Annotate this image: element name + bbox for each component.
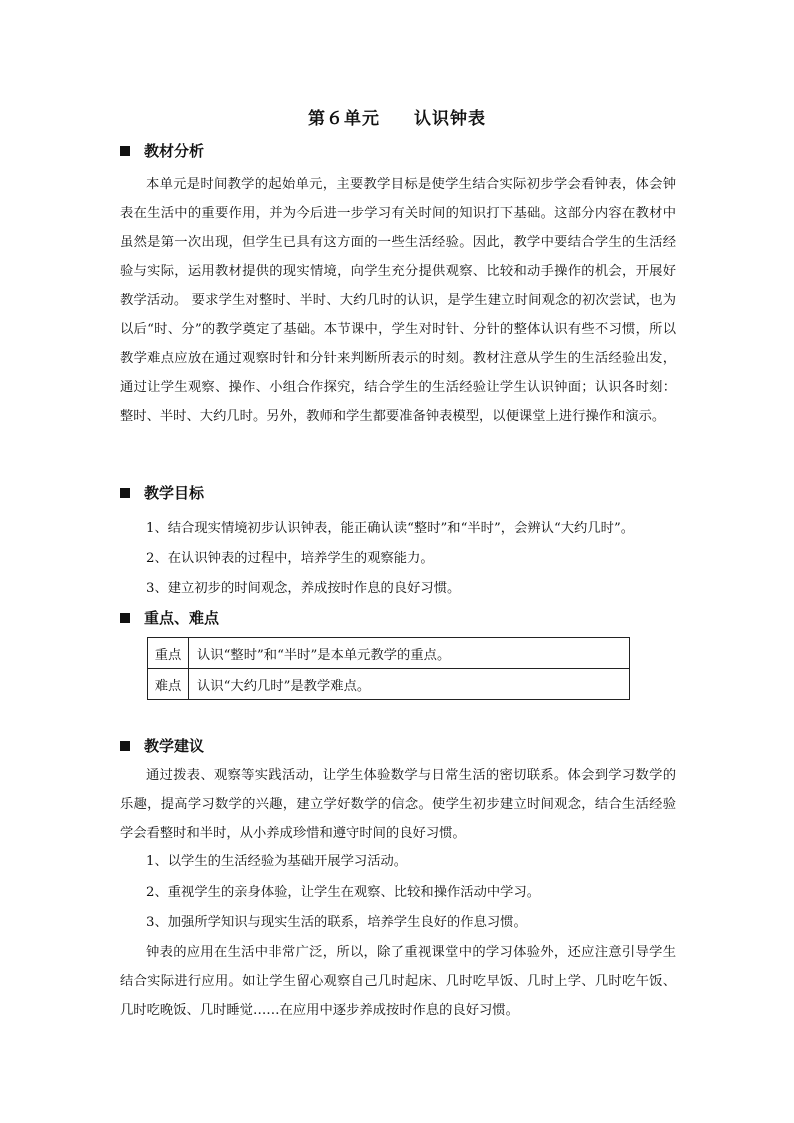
section-heading-text: 教学建议: [144, 737, 205, 755]
bullet-square-icon: [120, 146, 130, 156]
page-title: [0, 104, 794, 129]
suggestions-closing-paragraph: 钟表的应用在生活中非常广泛，所以，除了重视课堂中的学习体验外，还应注意引导学生结合实际进行应用。如让学生留心观察自己几时起床、几时吃早饭、几时上学、几时吃午饭、几时吃晚饭、几时睡觉……在应用中逐步养成按时作息的良好习惯。: [120, 945, 676, 1018]
goal-item-3: 3、建立初步的时间观念，养成按时作息的良好习惯。: [146, 581, 461, 596]
section-heading-analysis: [120, 140, 204, 161]
table-cell-key: 重点: [148, 638, 189, 669]
unit-number: 第６单元: [308, 109, 380, 129]
suggestion-item-2: 2、重视学生的亲身体验，让学生在观察、比较和操作活动中学习。: [146, 885, 541, 900]
suggestion-item-1: 1、以学生的生活经验为基础开展学习活动。: [146, 854, 408, 869]
section-heading-text: 教学目标: [144, 484, 205, 502]
goal-item-2: 2、在认识钟表的过程中，培养学生的观察能力。: [146, 551, 434, 566]
bullet-square-icon: [120, 488, 130, 498]
table-row: [148, 669, 630, 700]
section-heading-text: 重点、难点: [144, 609, 220, 627]
table-row: [148, 638, 630, 669]
suggestion-item-3: 3、加强所学知识与现实生活的联系，培养学生良好的作息习惯。: [146, 915, 527, 930]
bullet-square-icon: [120, 613, 130, 623]
section-heading-goals: [120, 482, 204, 503]
section-heading-text: 教材分析: [144, 142, 205, 160]
section-heading-suggestions: [120, 735, 204, 756]
goal-item-1: 1、结合现实情境初步认识钟表，能正确认读“整时”和“半时”，会辨认“大约几时”。: [146, 521, 635, 536]
section-heading-keypoints: [120, 607, 219, 628]
analysis-paragraph: 本单元是时间教学的起始单元，主要教学目标是使学生结合实际初步学会看钟表，体会钟表在生活中的重要作用，并为今后进一步学习有关时间的知识打下基础。这部分内容在教材中虽然是第一次出现，但学生已具有这方面的一些生活经验。因此，教学中要结合学生的生活经验与实际，运用教材提供的现实情境，向学生充分提供观察、比较和动手操作的机会，开展好教学活动。 要求学生对整时、半时、大约几时的认识，是学生建立时间观念的初次尝试，也为以后“时、分”的教学奠定了基础。本节课中，学生对时针、分针的整体认识有些不习惯，所以教学难点应放在通过观察时针和分针来判断所表示的时刻。教材注意从学生的生活经验出发，通过让学生观察、操作、小组合作探究，结合学生的生活经验让学生认识钟面；认识各时刻：整时、半时、大约几时。另外，教师和学生都要准备钟表模型，以便课堂上进行操作和演示。: [120, 177, 676, 424]
unit-name: 认识钟表: [414, 109, 486, 129]
table-cell-value: 认识“大约几时”是教学难点。: [189, 669, 630, 700]
bullet-square-icon: [120, 741, 130, 751]
table-cell-key: 难点: [148, 669, 189, 700]
suggestions-intro-paragraph: 通过拨表、观察等实践活动，让学生体验数学与日常生活的密切联系。体会到学习数学的乐趣，提高学习数学的兴趣，建立学好数学的信念。使学生初步建立时间观念，结合生活经验学会看整时和半时，从小养成珍惜和遵守时间的良好习惯。: [120, 768, 676, 841]
keypoints-table: [147, 637, 630, 700]
table-cell-value: 认识“整时”和“半时”是本单元教学的重点。: [189, 638, 630, 669]
